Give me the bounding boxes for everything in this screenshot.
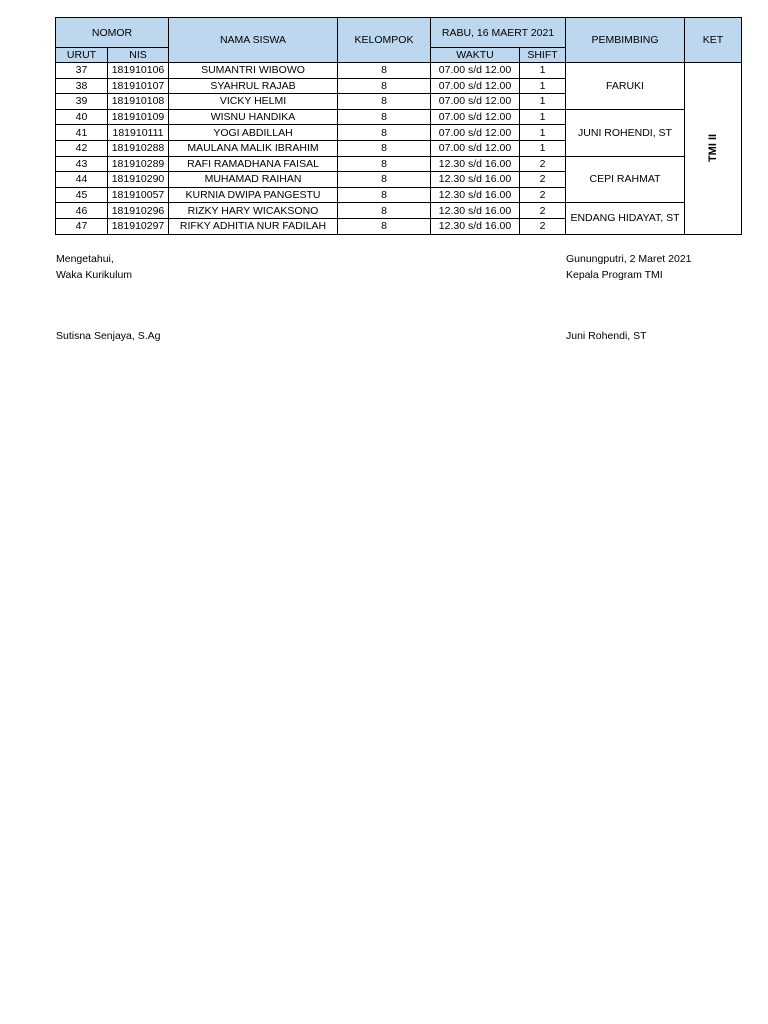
cell-waktu: 12.30 s/d 16.00: [431, 203, 520, 219]
cell-waktu: 07.00 s/d 12.00: [431, 125, 520, 141]
left-signer-title: Waka Kurikulum: [56, 268, 133, 281]
cell-waktu: 07.00 s/d 12.00: [431, 94, 520, 110]
cell-kelompok: 8: [338, 109, 431, 125]
cell-nama: RIZKY HARY WICAKSONO: [169, 203, 338, 219]
header-nama-siswa: NAMA SISWA: [169, 18, 338, 63]
header-kelompok: KELOMPOK: [338, 18, 431, 63]
cell-shift: 1: [520, 109, 566, 125]
cell-nama: KURNIA DWIPA PANGESTU: [169, 187, 338, 203]
cell-kelompok: 8: [338, 125, 431, 141]
cell-waktu: 12.30 s/d 16.00: [431, 156, 520, 172]
cell-shift: 2: [520, 156, 566, 172]
cell-shift: 2: [520, 187, 566, 203]
cell-nama: MUHAMAD RAIHAN: [169, 172, 338, 188]
cell-urut: 38: [56, 78, 108, 94]
signature-left-block: [56, 252, 132, 283]
cell-shift: 1: [520, 125, 566, 141]
cell-pembimbing: FARUKI: [566, 63, 685, 110]
cell-nis: 181910109: [108, 109, 169, 125]
cell-nis: 181910288: [108, 140, 169, 156]
cell-nis: 181910289: [108, 156, 169, 172]
cell-shift: 1: [520, 63, 566, 79]
cell-shift: 1: [520, 78, 566, 94]
schedule-table: [55, 17, 742, 235]
acknowledgement-text: Mengetahui,: [56, 253, 114, 265]
cell-urut: 41: [56, 125, 108, 141]
cell-kelompok: 8: [338, 187, 431, 203]
cell-waktu: 07.00 s/d 12.00: [431, 140, 520, 156]
cell-nis: 181910108: [108, 94, 169, 110]
cell-nis: 181910107: [108, 78, 169, 94]
cell-waktu: 07.00 s/d 12.00: [431, 109, 520, 125]
header-urut: URUT: [56, 48, 108, 63]
cell-waktu: 12.30 s/d 16.00: [431, 218, 520, 234]
cell-nis: 181910111: [108, 125, 169, 141]
cell-urut: 46: [56, 203, 108, 219]
header-waktu: WAKTU: [431, 48, 520, 63]
header-ket: KET: [685, 18, 742, 63]
cell-nis: 181910057: [108, 187, 169, 203]
cell-waktu: 12.30 s/d 16.00: [431, 172, 520, 188]
cell-kelompok: 8: [338, 156, 431, 172]
signature-right-block: [566, 252, 692, 283]
table-row: [56, 203, 742, 219]
cell-waktu: 12.30 s/d 16.00: [431, 187, 520, 203]
cell-nama: MAULANA MALIK IBRAHIM: [169, 140, 338, 156]
cell-kelompok: 8: [338, 63, 431, 79]
cell-nis: 181910296: [108, 203, 169, 219]
cell-nama: YOGI ABDILLAH: [169, 125, 338, 141]
cell-kelompok: 8: [338, 203, 431, 219]
cell-kelompok: 8: [338, 78, 431, 94]
cell-urut: 40: [56, 109, 108, 125]
header-date: RABU, 16 MAERT 2021: [431, 18, 566, 48]
cell-urut: 47: [56, 218, 108, 234]
cell-nis: 181910297: [108, 218, 169, 234]
ket-label: TMI II: [706, 134, 719, 163]
cell-nama: VICKY HELMI: [169, 94, 338, 110]
header-pembimbing: PEMBIMBING: [566, 18, 685, 63]
place-date-text: Gunungputri, 2 Maret 2021: [566, 253, 692, 265]
cell-pembimbing: JUNI ROHENDI, ST: [566, 109, 685, 156]
cell-shift: 1: [520, 94, 566, 110]
cell-kelompok: 8: [338, 94, 431, 110]
cell-nama: SUMANTRI WIBOWO: [169, 63, 338, 79]
cell-kelompok: 8: [338, 172, 431, 188]
table-row: [56, 63, 742, 79]
cell-shift: 2: [520, 218, 566, 234]
cell-urut: 44: [56, 172, 108, 188]
cell-urut: 37: [56, 63, 108, 79]
cell-nama: RAFI RAMADHANA FAISAL: [169, 156, 338, 172]
right-signer-name: Juni Rohendi, ST: [566, 330, 647, 342]
left-signer-name: Sutisna Senjaya, S.Ag: [56, 330, 161, 342]
cell-shift: 2: [520, 172, 566, 188]
cell-waktu: 07.00 s/d 12.00: [431, 63, 520, 79]
cell-urut: 45: [56, 187, 108, 203]
cell-nama: SYAHRUL RAJAB: [169, 78, 338, 94]
cell-pembimbing: CEPI RAHMAT: [566, 156, 685, 203]
cell-shift: 1: [520, 140, 566, 156]
cell-kelompok: 8: [338, 218, 431, 234]
cell-urut: 43: [56, 156, 108, 172]
cell-nama: RIFKY ADHITIA NUR FADILAH: [169, 218, 338, 234]
cell-ket: [685, 63, 742, 235]
cell-nama: WISNU HANDIKA: [169, 109, 338, 125]
cell-pembimbing: ENDANG HIDAYAT, ST: [566, 203, 685, 234]
cell-kelompok: 8: [338, 140, 431, 156]
header-nomor: NOMOR: [56, 18, 169, 48]
cell-urut: 39: [56, 94, 108, 110]
right-signer-title: Kepala Program TMI: [566, 268, 663, 281]
header-nis: NIS: [108, 48, 169, 63]
cell-shift: 2: [520, 203, 566, 219]
cell-nis: 181910290: [108, 172, 169, 188]
cell-nis: 181910106: [108, 63, 169, 79]
table-row: [56, 109, 742, 125]
table-row: [56, 156, 742, 172]
cell-waktu: 07.00 s/d 12.00: [431, 78, 520, 94]
cell-urut: 42: [56, 140, 108, 156]
header-shift: SHIFT: [520, 48, 566, 63]
